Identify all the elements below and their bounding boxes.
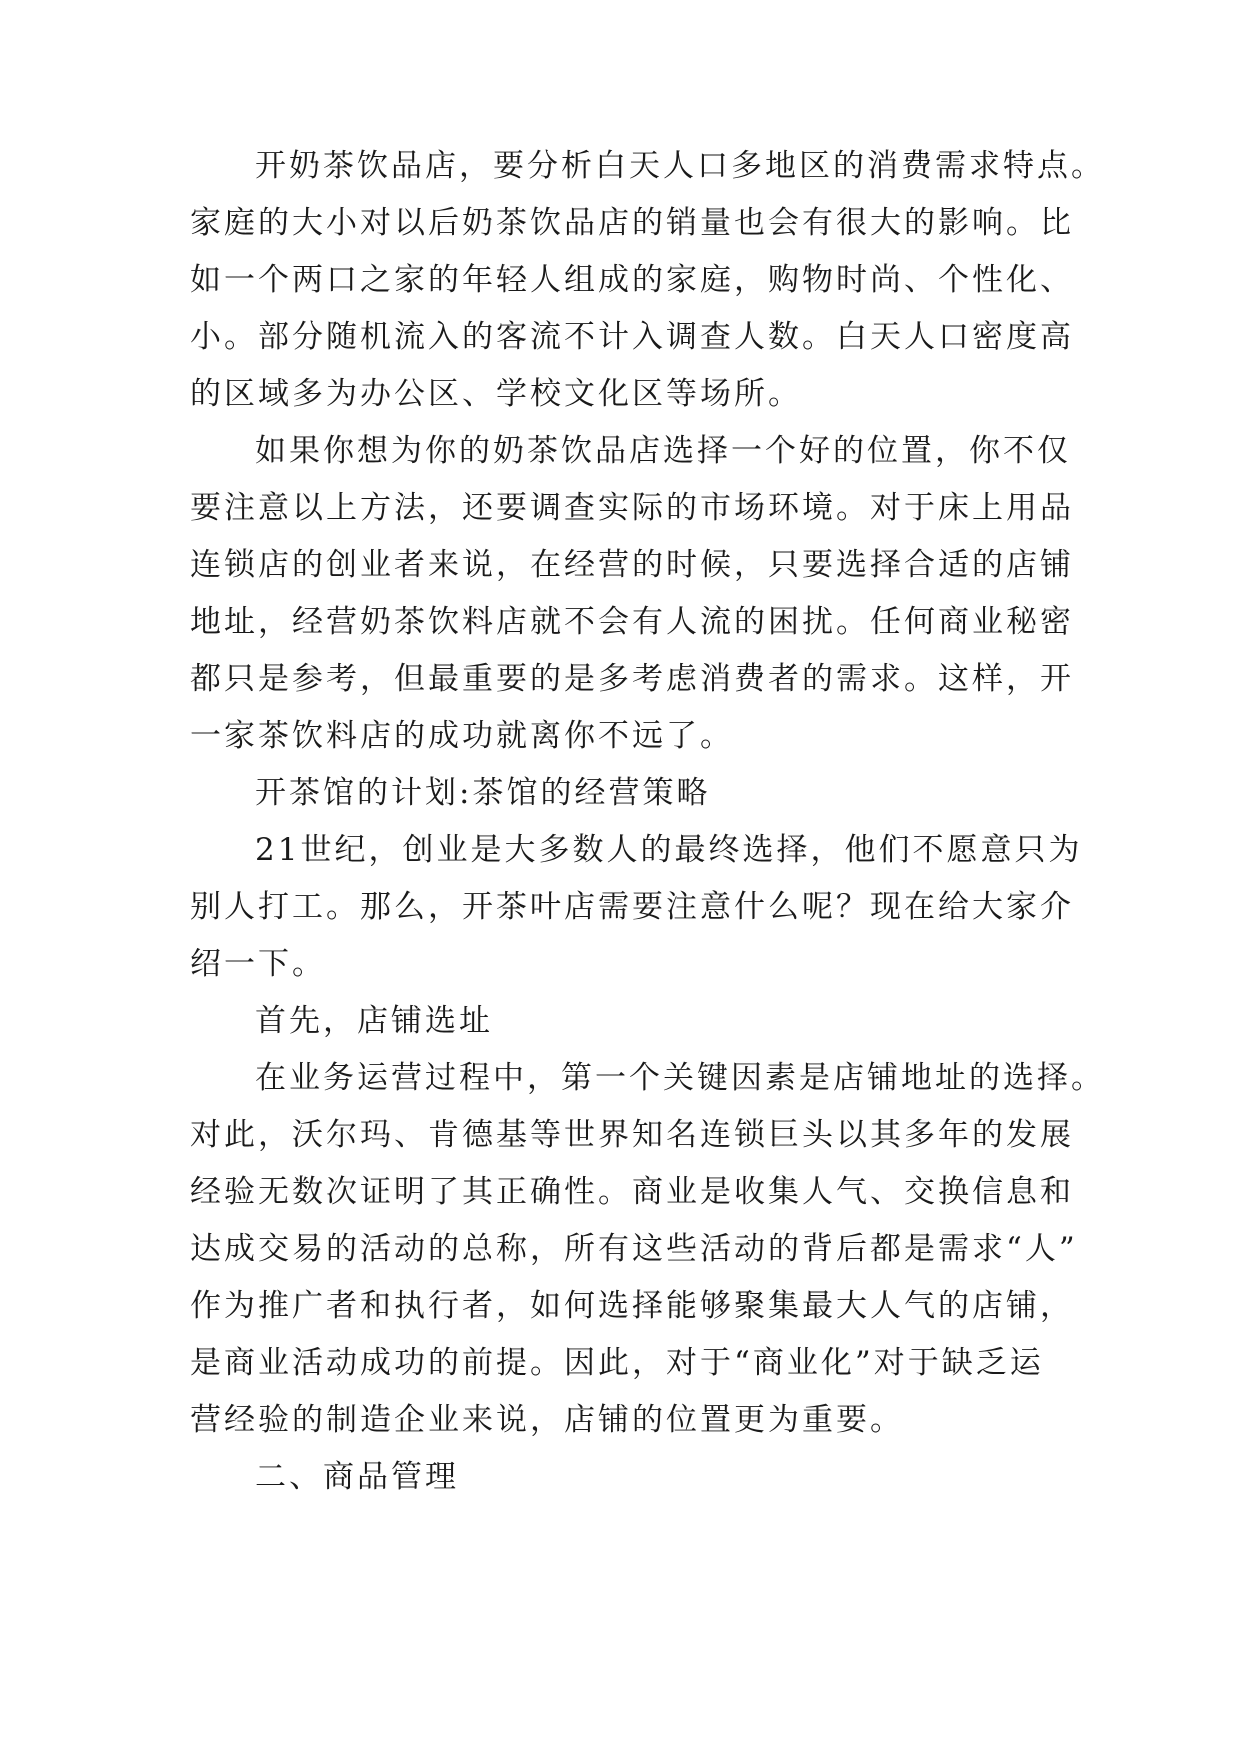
paragraph-line: 达成交易的活动的总称，所有这些活动的背后都是需求“人” <box>190 1231 1078 1267</box>
section-heading: 开茶馆的计划:茶馆的经营策略 <box>255 775 711 811</box>
paragraph-line: 如一个两口之家的年轻人组成的家庭，购物时尚、个性化、 <box>190 262 1074 298</box>
paragraph-line: 营经验的制造企业来说，店铺的位置更为重要。 <box>190 1402 904 1438</box>
paragraph-line: 要注意以上方法，还要调查实际的市场环境。对于床上用品 <box>190 490 1074 526</box>
paragraph-line: 都只是参考，但最重要的是多考虑消费者的需求。这样，开 <box>190 661 1074 697</box>
paragraph-line: 对此，沃尔玛、肯德基等世界知名连锁巨头以其多年的发展 <box>190 1117 1074 1153</box>
paragraph-line: 地址，经营奶茶饮料店就不会有人流的困扰。任何商业秘密 <box>190 604 1074 640</box>
section-heading: 首先，店铺选址 <box>255 1003 493 1039</box>
paragraph-line: 如果你想为你的奶茶饮品店选择一个好的位置，你不仅 <box>255 433 1071 469</box>
paragraph-line: 是商业活动成功的前提。因此，对于“商业化”对于缺乏运 <box>190 1345 1044 1381</box>
paragraph-line: 连锁店的创业者来说，在经营的时候，只要选择合适的店铺 <box>190 547 1074 583</box>
paragraph-line: 的区域多为办公区、学校文化区等场所。 <box>190 376 802 412</box>
paragraph-line: 绍一下。 <box>190 946 326 982</box>
paragraph-line: 经验无数次证明了其正确性。商业是收集人气、交换信息和 <box>190 1174 1074 1210</box>
paragraph-line: 家庭的大小对以后奶茶饮品店的销量也会有很大的影响。比 <box>190 205 1074 241</box>
paragraph-line: 在业务运营过程中，第一个关键因素是店铺地址的选择。 <box>255 1060 1105 1096</box>
section-heading: 二、商品管理 <box>255 1459 459 1495</box>
paragraph-line: 开奶茶饮品店，要分析白天人口多地区的消费需求特点。 <box>255 148 1105 184</box>
paragraph-line: 作为推广者和执行者，如何选择能够聚集最大人气的店铺， <box>190 1288 1074 1324</box>
paragraph-line: 别人打工。那么，开茶叶店需要注意什么呢？现在给大家介 <box>190 889 1074 925</box>
paragraph-line: 一家茶饮料店的成功就离你不远了。 <box>190 718 734 754</box>
paragraph-line: 21世纪，创业是大多数人的最终选择，他们不愿意只为 <box>255 832 1083 868</box>
paragraph-line: 小。部分随机流入的客流不计入调查人数。白天人口密度高 <box>190 319 1074 355</box>
